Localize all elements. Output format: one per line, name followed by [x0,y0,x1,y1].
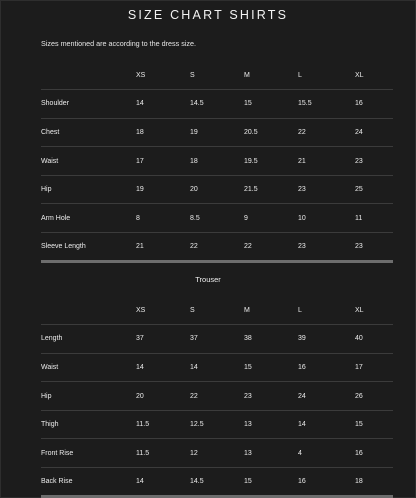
table-cell: 23 [298,175,355,204]
header-cell: XS [136,61,190,90]
table-cell: 16 [355,90,393,119]
header-cell: L [298,61,355,90]
table-row [41,175,393,204]
table-cell: 20 [190,175,244,204]
row-label: Arm Hole [41,204,136,233]
table-cell: 24 [298,382,355,411]
table-cell: 23 [298,233,355,262]
table-row [41,147,393,176]
table-cell: 10 [298,204,355,233]
table-cell: 16 [355,439,393,468]
shirt-size-table [41,61,393,263]
row-label: Waist [41,353,136,382]
table-cell: 14 [136,468,190,497]
table-cell: 18 [355,468,393,497]
table-cell: 11.5 [136,410,190,439]
row-label: Length [41,325,136,354]
table-cell: 15 [244,90,298,119]
table-cell: 14 [190,353,244,382]
header-cell: M [244,296,298,325]
table-cell: 16 [298,353,355,382]
table-cell: 21 [298,147,355,176]
header-cell: XL [355,61,393,90]
table-cell: 38 [244,325,298,354]
row-label: Thigh [41,410,136,439]
table-cell: 15 [355,410,393,439]
table-cell: 19.5 [244,147,298,176]
table-cell: 15.5 [298,90,355,119]
table-row [41,204,393,233]
table-cell: 21.5 [244,175,298,204]
header-cell: XS [136,296,190,325]
table-cell: 19 [190,118,244,147]
row-label: Back Rise [41,468,136,497]
header-cell [41,61,136,90]
table-cell: 17 [136,147,190,176]
table-cell: 23 [355,233,393,262]
table-cell: 22 [244,233,298,262]
table-cell: 37 [136,325,190,354]
table-cell: 15 [244,353,298,382]
size-note: Sizes mentioned are according to the dress size. [41,39,197,48]
table-cell: 15 [244,468,298,497]
table-cell: 20 [136,382,190,411]
row-label: Waist [41,147,136,176]
table-cell: 14.5 [190,468,244,497]
table-cell: 22 [190,382,244,411]
trouser-size-table [41,296,393,498]
row-label: Hip [41,175,136,204]
header-cell: L [298,296,355,325]
row-label: Sleeve Length [41,233,136,262]
table-cell: 14 [298,410,355,439]
table-cell: 18 [136,118,190,147]
trouser-section-title: Trouser [195,275,221,284]
table-cell: 12 [190,439,244,468]
table-cell: 4 [298,439,355,468]
header-cell: M [244,61,298,90]
table-cell: 8.5 [190,204,244,233]
header-cell: S [190,296,244,325]
table-cell: 13 [244,439,298,468]
row-label: Front Rise [41,439,136,468]
header-cell: S [190,61,244,90]
table-cell: 18 [190,147,244,176]
table-row [41,410,393,439]
table-cell: 11.5 [136,439,190,468]
row-label: Chest [41,118,136,147]
table-cell: 11 [355,204,393,233]
table-cell: 14 [136,353,190,382]
table-cell: 13 [244,410,298,439]
table-cell: 12.5 [190,410,244,439]
table-cell: 22 [298,118,355,147]
table-row [41,118,393,147]
table-row [41,325,393,354]
page-title: SIZE CHART SHIRTS [127,8,289,22]
table-cell: 19 [136,175,190,204]
table-cell: 40 [355,325,393,354]
table-cell: 23 [355,147,393,176]
table-header-row [41,61,393,90]
table-row [41,439,393,468]
table-row [41,233,393,262]
row-label: Shoulder [41,90,136,119]
table-cell: 21 [136,233,190,262]
table-cell: 25 [355,175,393,204]
header-cell [41,296,136,325]
table-cell: 14 [136,90,190,119]
row-label: Hip [41,382,136,411]
table-row [41,468,393,497]
table-cell: 37 [190,325,244,354]
header-cell: XL [355,296,393,325]
table-cell: 9 [244,204,298,233]
table-cell: 8 [136,204,190,233]
table-row [41,90,393,119]
table-cell: 16 [298,468,355,497]
table-cell: 20.5 [244,118,298,147]
table-row [41,382,393,411]
table-header-row [41,296,393,325]
table-cell: 24 [355,118,393,147]
table-cell: 22 [190,233,244,262]
table-row [41,353,393,382]
table-cell: 26 [355,382,393,411]
table-cell: 17 [355,353,393,382]
table-cell: 23 [244,382,298,411]
table-cell: 14.5 [190,90,244,119]
table-cell: 39 [298,325,355,354]
